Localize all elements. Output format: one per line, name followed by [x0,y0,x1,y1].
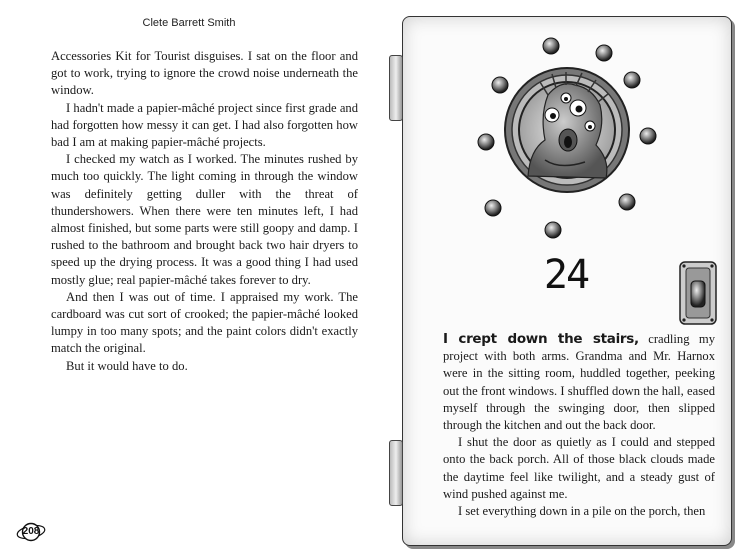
paragraph: I checked my watch as I worked. The minutes rushed by much too quickly. The light coming in through the window was definitely getting duller with the threat of thundershowers. When there were ten minutes left, I had almost finished, but some parts were still goopy and damp. I rushed to the bathroom and brought back two hair dryers to speed up the drying process. It was a good thing I had used mostly glue; real papier-mâché takes forever to dry. [51,152,358,287]
page-number: 208 [22,526,40,537]
paragraph: Accessories Kit for Tourist disguises. I sat on the floor and got to work, trying to ignore the crowd noise underneath the window. [51,49,358,98]
chapter-number: 24 [543,252,589,298]
paragraph-continuation: cradling my project with both arms. Grandma and Mr. Harnox were in the sitting room, huddled together, peeking out the front windows. I shuffled down the hall, eased myself through the swinging door, then slipped through the kitchen and out the back door. [443,332,715,433]
paragraph [443,331,715,434]
paragraph: I hadn't made a papier-mâché project since first grade and had forgotten how messy it can get. I had also forgotten how bad I am at making papier-mâché projects. [51,100,358,150]
paragraph: I set everything down in a pile on the porch, then [458,504,706,519]
paragraph: And then I was out of time. I appraised my work. The cardboard was cut sort of crooked; the papier-mâché looked lumpy in too many spots; and the paint colors didn't exactly match the original. [51,289,358,356]
running-head: Clete Barrett Smith [142,17,236,29]
chapter-lead-in: I crept down the stairs, [443,331,639,347]
right-body-text [443,331,715,520]
paragraph: I shut the door as quietly as I could and stepped onto the back porch. All of those black clouds made the daytime feel like twilight, and a steady gust of wind pushed against me. [443,435,715,501]
paragraph: But it would have to do. [66,358,188,373]
